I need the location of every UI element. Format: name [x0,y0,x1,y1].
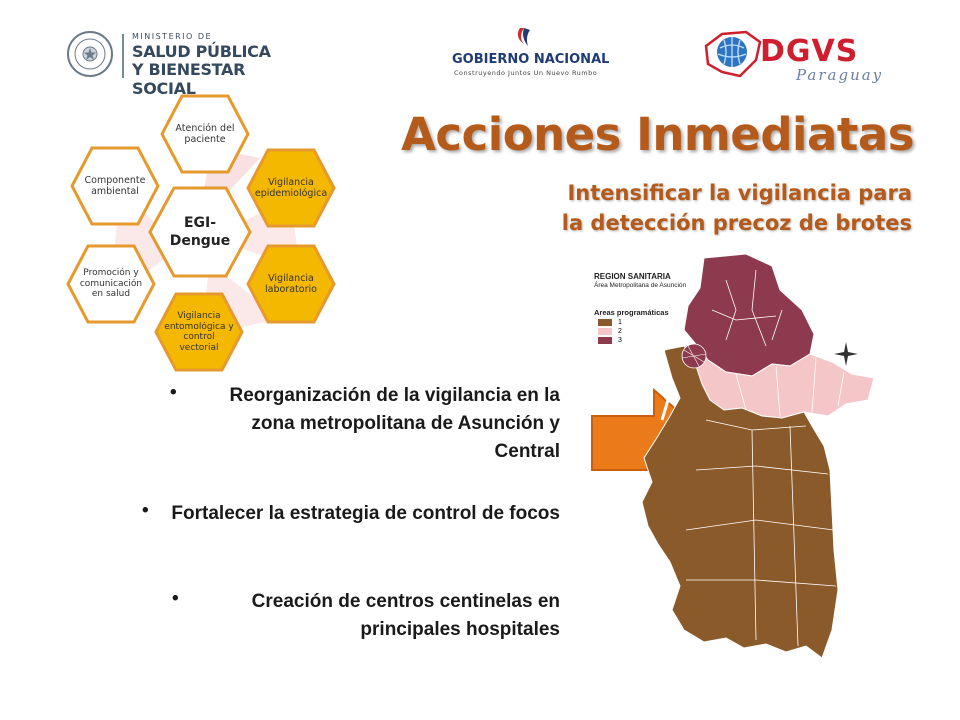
legend-swatch [598,337,612,344]
egi-hex-label: Vigilancia entomológica y control vectorial [164,311,234,353]
legend-swatch [598,328,612,335]
bullet-item: Reorganización de la vigilancia en la zona metropolitana de Asunción y Central [229,385,560,462]
slide-subtitle [492,178,912,238]
legend-swatch [598,319,612,326]
egi-diagram [60,88,360,378]
egi-hex-label: Vigilancia laboratorio [265,273,317,295]
ministerio-name-line1: SALUD PÚBLICA [132,42,271,61]
dgvs-name: DGVS [760,34,859,69]
logo-divider [122,34,124,78]
legend-item [598,318,622,327]
dgvs-subtitle: Paraguay [796,66,884,84]
egi-center-hex [148,186,252,278]
egi-center-label: EGI- Dengue [169,215,231,249]
egi-hex-ambiental [70,146,160,226]
egi-hex-laboratorio [246,244,336,324]
egi-hex-label: Vigilancia epidemiológica [254,177,328,199]
gobierno-tagline: Construyendo Juntos Un Nuevo Rumbo [454,69,598,77]
slide-title: Acciones Inmediatas [401,108,914,161]
ministerio-name-line2: Y BIENESTAR SOCIAL [132,60,246,98]
legend-item [598,327,622,336]
egi-hex-label: Promoción y comunicación en salud [79,268,143,300]
legend-label: 2 [618,328,622,335]
seal-icon [66,30,114,78]
egi-hex-label: Atención del paciente [175,123,235,145]
ministerio-label: MINISTERIO DE [132,32,213,41]
bullet-marker: • [170,382,177,403]
compass-icon [834,342,858,366]
bullet-marker: • [172,588,179,609]
bullet-item: Fortalecer la estrategia de control de focos [171,503,560,524]
legend-label: 1 [618,319,622,326]
egi-hex-label: Componente ambiental [84,175,146,197]
health-region-map [576,250,940,670]
dgvs-logo [700,24,884,84]
subtitle-line-2: la detección precoz de brotes [561,211,912,235]
subtitle-line-1: Intensificar la vigilancia para [567,181,912,205]
bullet-marker: • [142,500,149,521]
legend-item [598,336,622,345]
map-subtitle: Área Metropolitana de Asunción [594,282,687,289]
bullet-item: Creación de centros centinelas en principales hospitales [251,591,560,640]
egi-hex-epidemiologica [246,148,336,228]
egi-hex-entomologica [154,292,244,372]
map-title: REGION SANITARIA [594,272,671,281]
map-legend-title: Areas programáticas [594,308,669,317]
egi-hex-promocion [66,244,156,324]
gobierno-name: GOBIERNO NACIONAL [452,52,610,67]
egi-hex-atencion [160,94,250,174]
flag-swoosh-icon [510,26,536,54]
ministerio-logo [66,30,286,98]
map-legend [598,318,622,345]
legend-label: 3 [618,337,622,344]
gobierno-logo [452,26,612,82]
